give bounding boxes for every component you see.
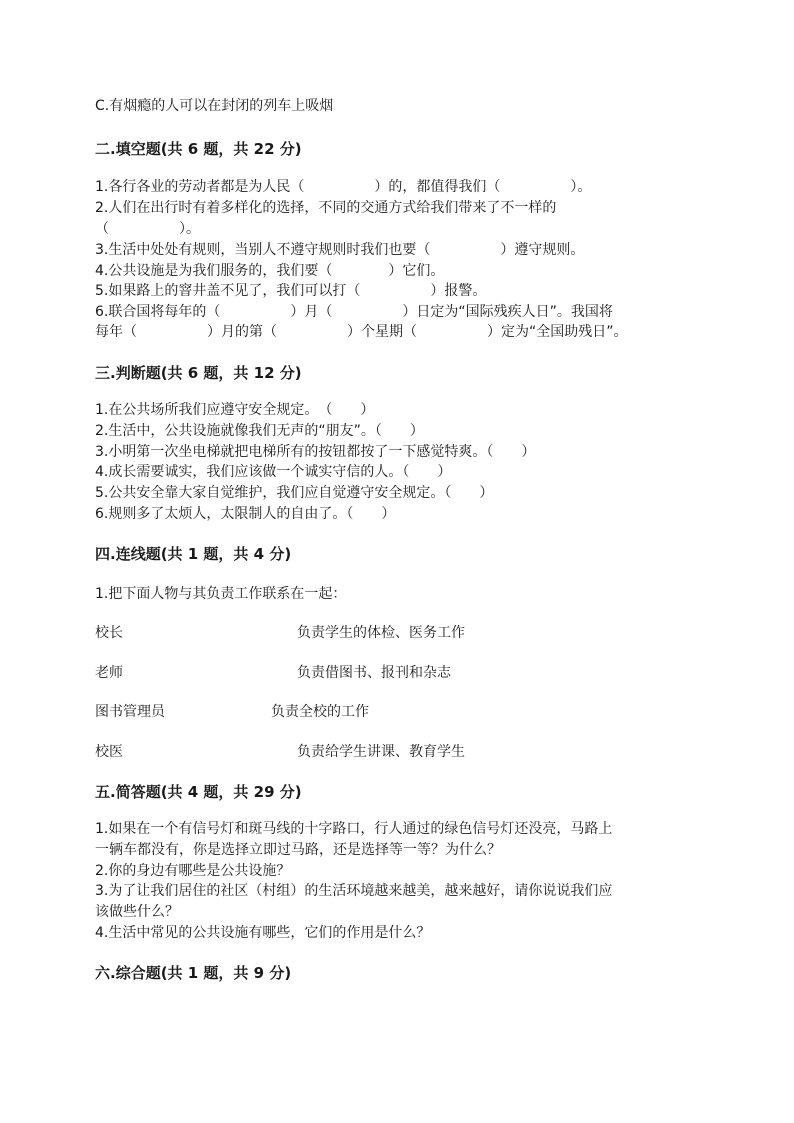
short-answer-line: 4.生活中常见的公共设施有哪些，它们的作用是什么？ bbox=[95, 925, 431, 941]
fill-blank-line: 4.公共设施是为我们服务的，我们要（ ）它们。 bbox=[95, 263, 445, 279]
section-true-false-title: 三.判断题(共 6 题，共 12 分) bbox=[95, 364, 302, 382]
true-false-line: 6.规则多了太烦人，太限制人的自由了。（ ） bbox=[95, 506, 396, 522]
short-answer-line: 2.你的身边有哪些是公共设施？ bbox=[95, 863, 291, 879]
matching-duty: 负责借图书、报刊和杂志 bbox=[297, 665, 451, 681]
true-false-line: 3.小明第一次坐电梯就把电梯所有的按钮都按了一下感觉特爽。（ ） bbox=[95, 444, 536, 460]
short-answer-line: 1.如果在一个有信号灯和斑马线的十字路口，行人通过的绿色信号灯还没亮，马路上 bbox=[95, 821, 613, 837]
fill-blank-line: 3.生活中处处有规则，当别人不遵守规则时我们也要（ ）遵守规则。 bbox=[95, 242, 585, 258]
section-matching-title: 四.连线题(共 1 题，共 4 分) bbox=[95, 545, 292, 563]
section-fill-blank-title: 二.填空题(共 6 题，共 22 分) bbox=[95, 140, 302, 158]
fill-blank-line: 6.联合国将每年的（ ）月（ ）日定为“国际残疾人日”。我国将 bbox=[95, 304, 613, 320]
true-false-line: 1.在公共场所我们应遵守安全规定。 （ ） bbox=[95, 402, 375, 418]
short-answer-line: 一辆车都没有，你是选择立即过马路，还是选择等一等？为什么？ bbox=[95, 842, 501, 858]
matching-person: 老师 bbox=[95, 665, 123, 681]
section-comprehensive-title: 六.综合题(共 1 题，共 9 分) bbox=[95, 964, 292, 982]
true-false-line: 2.生活中，公共设施就像我们无声的“朋友”。（ ） bbox=[95, 423, 424, 439]
matching-duty: 负责给学生讲课、教育学生 bbox=[297, 744, 465, 760]
fill-blank-line: 1.各行各业的劳动者都是为人民（ ）的，都值得我们（ ）。 bbox=[95, 179, 592, 195]
true-false-line: 4.成长需要诚实，我们应该做一个诚实守信的人。（ ） bbox=[95, 464, 452, 480]
matching-duty: 负责学生的体检、医务工作 bbox=[297, 625, 465, 641]
short-answer-line: 3.为了让我们居住的社区（村组）的生活环境越来越美，越来越好，请你说说我们应 bbox=[95, 883, 613, 899]
option-c-line: C.有烟瘾的人可以在封闭的列车上吸烟 bbox=[95, 98, 334, 114]
matching-duty: 负责全校的工作 bbox=[271, 704, 369, 720]
short-answer-line: 该做些什么？ bbox=[95, 904, 179, 920]
matching-instruction: 1.把下面人物与其负责工作联系在一起： bbox=[95, 586, 347, 602]
fill-blank-line: （ ）。 bbox=[95, 221, 200, 237]
fill-blank-line: 每年（ ）月的第（ ）个星期（ ）定为“全国助残日”。 bbox=[95, 324, 628, 340]
fill-blank-line: 2.人们在出行时有着多样化的选择，不同的交通方式给我们带来了不一样的 bbox=[95, 200, 557, 216]
true-false-line: 5.公共安全靠大家自觉维护，我们应自觉遵守安全规定。（ ） bbox=[95, 485, 494, 501]
matching-person: 校长 bbox=[95, 625, 123, 641]
matching-person: 校医 bbox=[95, 744, 123, 760]
fill-blank-line: 5.如果路上的窨井盖不见了，我们可以打（ ）报警。 bbox=[95, 283, 487, 299]
section-short-answer-title: 五.简答题(共 4 题，共 29 分) bbox=[95, 783, 302, 801]
matching-person: 图书管理员 bbox=[95, 704, 165, 720]
